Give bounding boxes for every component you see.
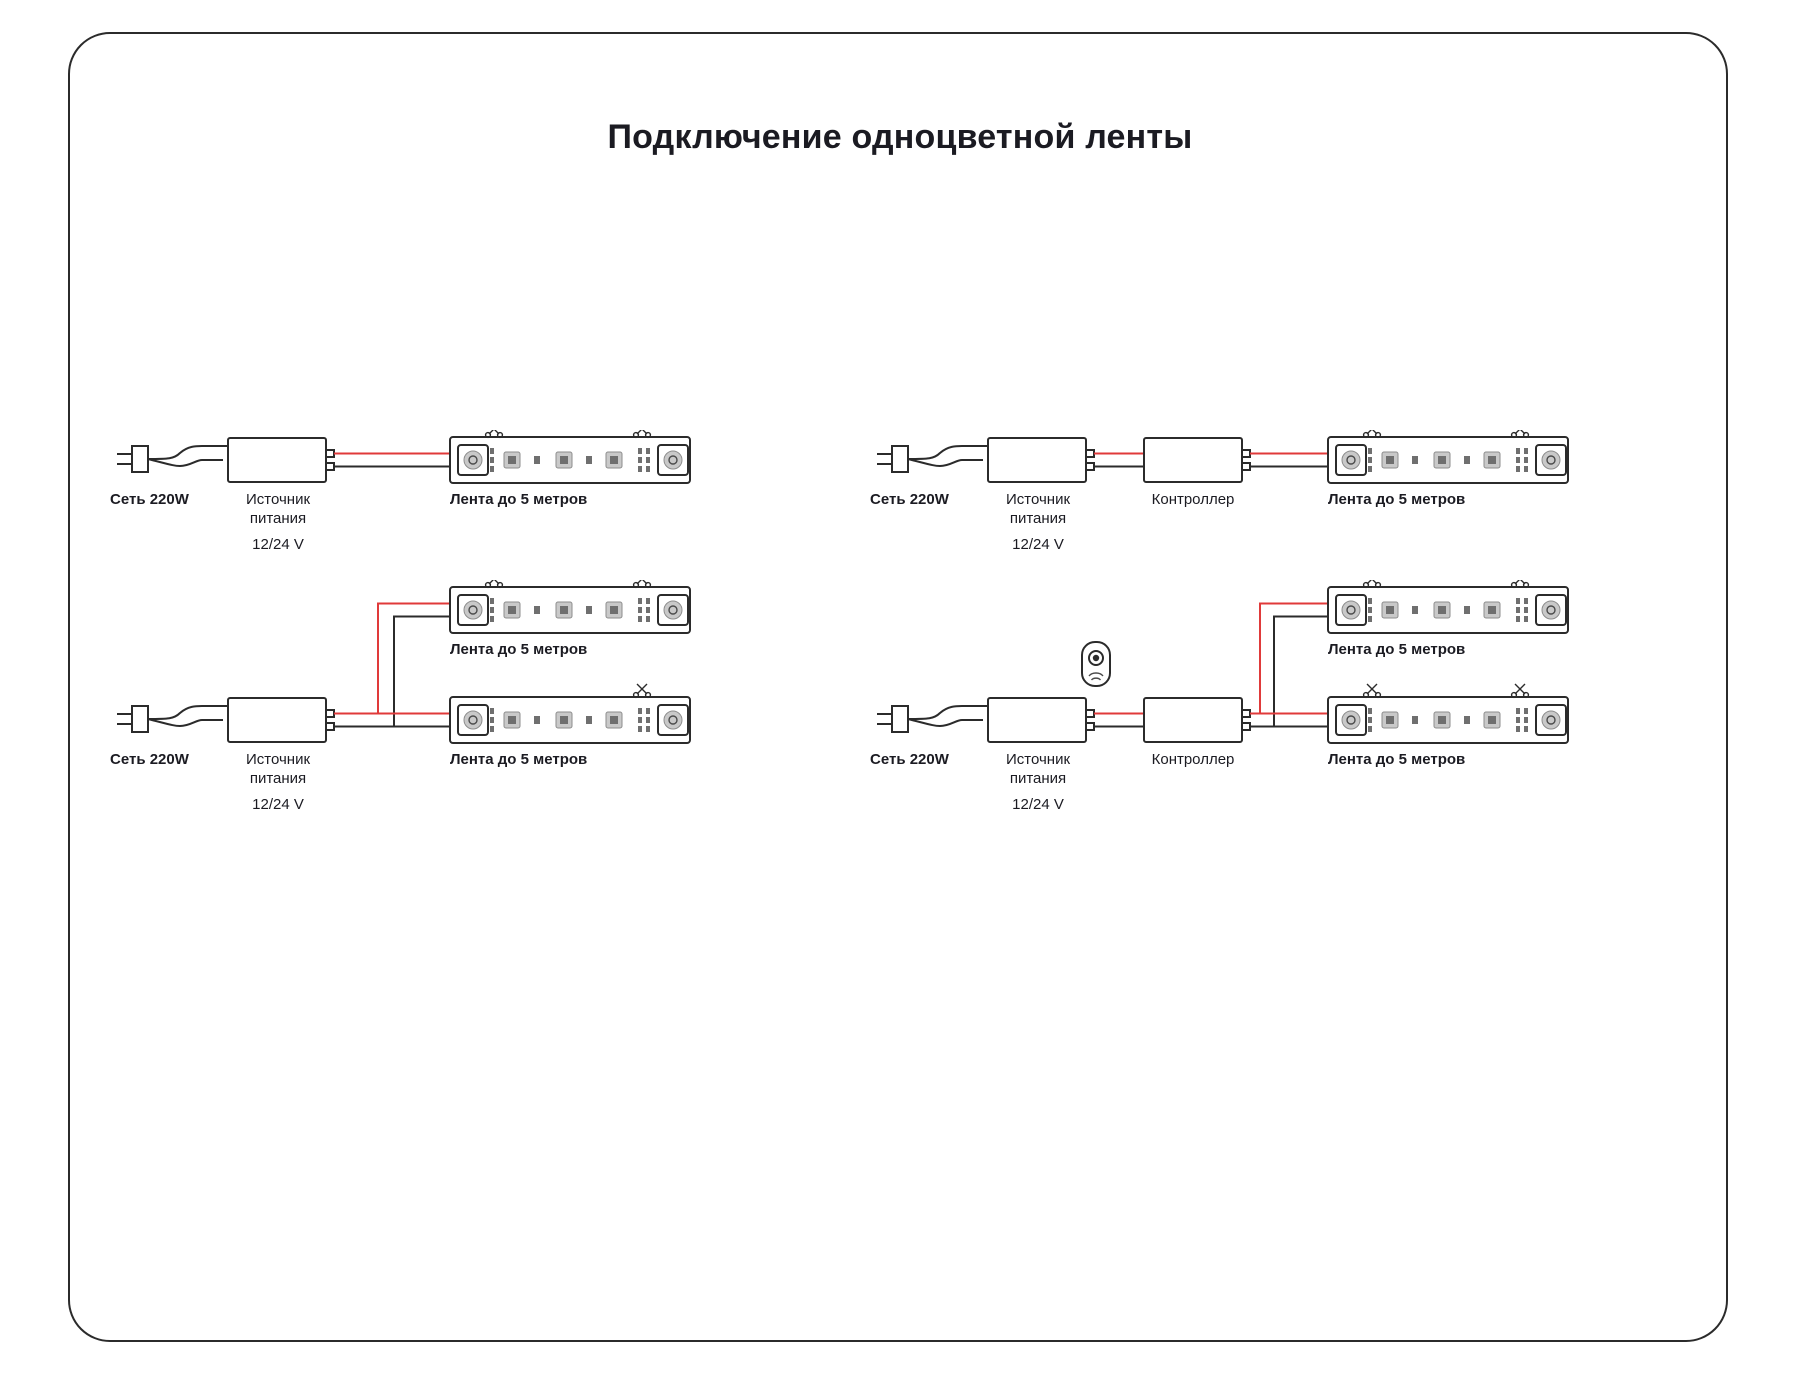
label-psu-line1: Источник	[1005, 491, 1071, 508]
label-psu-voltage: 12/24 V	[252, 536, 304, 553]
scissors-cut-icon	[1512, 684, 1529, 697]
label-controller: Контроллер	[1151, 751, 1235, 768]
scheme-3	[110, 580, 810, 813]
label-psu-line2: питания	[1009, 510, 1067, 527]
led-strip-icon	[450, 587, 690, 633]
power-plug-icon	[117, 446, 202, 472]
led-strip-icon	[1328, 437, 1568, 483]
scheme-4	[870, 580, 1630, 813]
led-strip-icon	[1328, 697, 1568, 743]
label-psu-line2: питания	[1009, 770, 1067, 787]
label-psu-line1: Источник	[1005, 751, 1071, 768]
power-supply-icon	[228, 438, 334, 482]
power-supply-icon	[228, 698, 334, 742]
label-strip-top: Лента до 5 метров	[1328, 641, 1466, 658]
scheme-1	[110, 430, 810, 553]
controller-icon	[1144, 698, 1250, 742]
label-psu-line2: питания	[249, 770, 307, 787]
label-strip: Лента до 5 метров	[1328, 491, 1466, 508]
label-psu-voltage: 12/24 V	[1012, 536, 1064, 553]
led-strip-icon	[450, 437, 690, 483]
power-supply-icon	[988, 438, 1094, 482]
label-psu-line1: Источник	[245, 751, 311, 768]
label-strip-bottom: Лента до 5 метров	[1328, 751, 1466, 768]
label-mains: Сеть 220W	[110, 751, 189, 768]
label-mains: Сеть 220W	[110, 491, 189, 508]
led-strip-icon	[450, 697, 690, 743]
scheme-2	[870, 430, 1630, 570]
scissors-cut-icon	[1364, 684, 1381, 697]
label-psu-line1: Источник	[245, 491, 311, 508]
label-psu-line2: питания	[249, 510, 307, 527]
power-plug-icon	[877, 446, 962, 472]
page-title: Подключение одноцветной ленты	[607, 118, 1193, 156]
scheme-2-graphic	[870, 430, 1630, 570]
label-strip-bottom: Лента до 5 метров	[450, 751, 588, 768]
led-strip-icon	[1328, 587, 1568, 633]
label-strip-top: Лента до 5 метров	[450, 641, 588, 658]
scheme-4-graphic	[870, 580, 1630, 800]
label-controller: Контроллер	[1151, 491, 1235, 508]
label-psu-voltage: 12/24 V	[1012, 796, 1064, 813]
power-supply-icon	[988, 698, 1094, 742]
label-strip: Лента до 5 метров	[450, 491, 588, 508]
label-psu-voltage: 12/24 V	[252, 796, 304, 813]
scissors-cut-icon	[634, 684, 651, 697]
label-mains: Сеть 220W	[870, 751, 949, 768]
controller-icon	[1144, 438, 1250, 482]
ir-remote-icon	[1082, 642, 1110, 686]
power-plug-icon	[117, 706, 202, 732]
label-mains: Сеть 220W	[870, 491, 949, 508]
power-plug-icon	[877, 706, 962, 732]
